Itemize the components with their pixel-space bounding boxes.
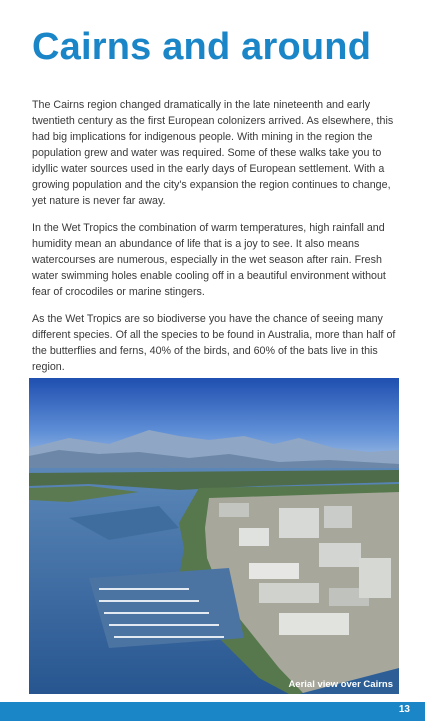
paragraph-1: The Cairns region changed dramatically in the late nineteenth and early twentieth century as the first European colonizers arrived. As elsewhere, this had big implications for indigenous people. With mining in the region the population grew and water was required. Some of these walks take you to idyllic water sources used in the early days of European settlement. With a growing population and the city's expansion the region continues to change, yet nature is never far away. (32, 99, 394, 207)
body-text (32, 97, 398, 386)
aerial-photo (29, 378, 399, 694)
footer-bar (0, 702, 425, 721)
page-title: Cairns and around (32, 26, 372, 68)
photo-caption: Aerial view over Cairns (288, 679, 393, 690)
page-number: 13 (398, 704, 410, 715)
paragraph-2: In the Wet Tropics the combination of warm temperatures, high rainfall and humidity mean an abundance of life that is a joy to see. It also means watercourses are numerous, especially in the wet season after rain. Fresh water swimming holes enable cooling off in a beautiful environment without fear of crocodiles or marine stingers. (32, 222, 386, 298)
paragraph-3: As the Wet Tropics are so biodiverse you have the chance of seeing many different species. Of all the species to be found in Australia, more than half of the butterflies and ferns, 40% of the birds, and 60% of the bats live in this region. (32, 313, 396, 373)
aerial-photo-illustration (29, 378, 399, 694)
